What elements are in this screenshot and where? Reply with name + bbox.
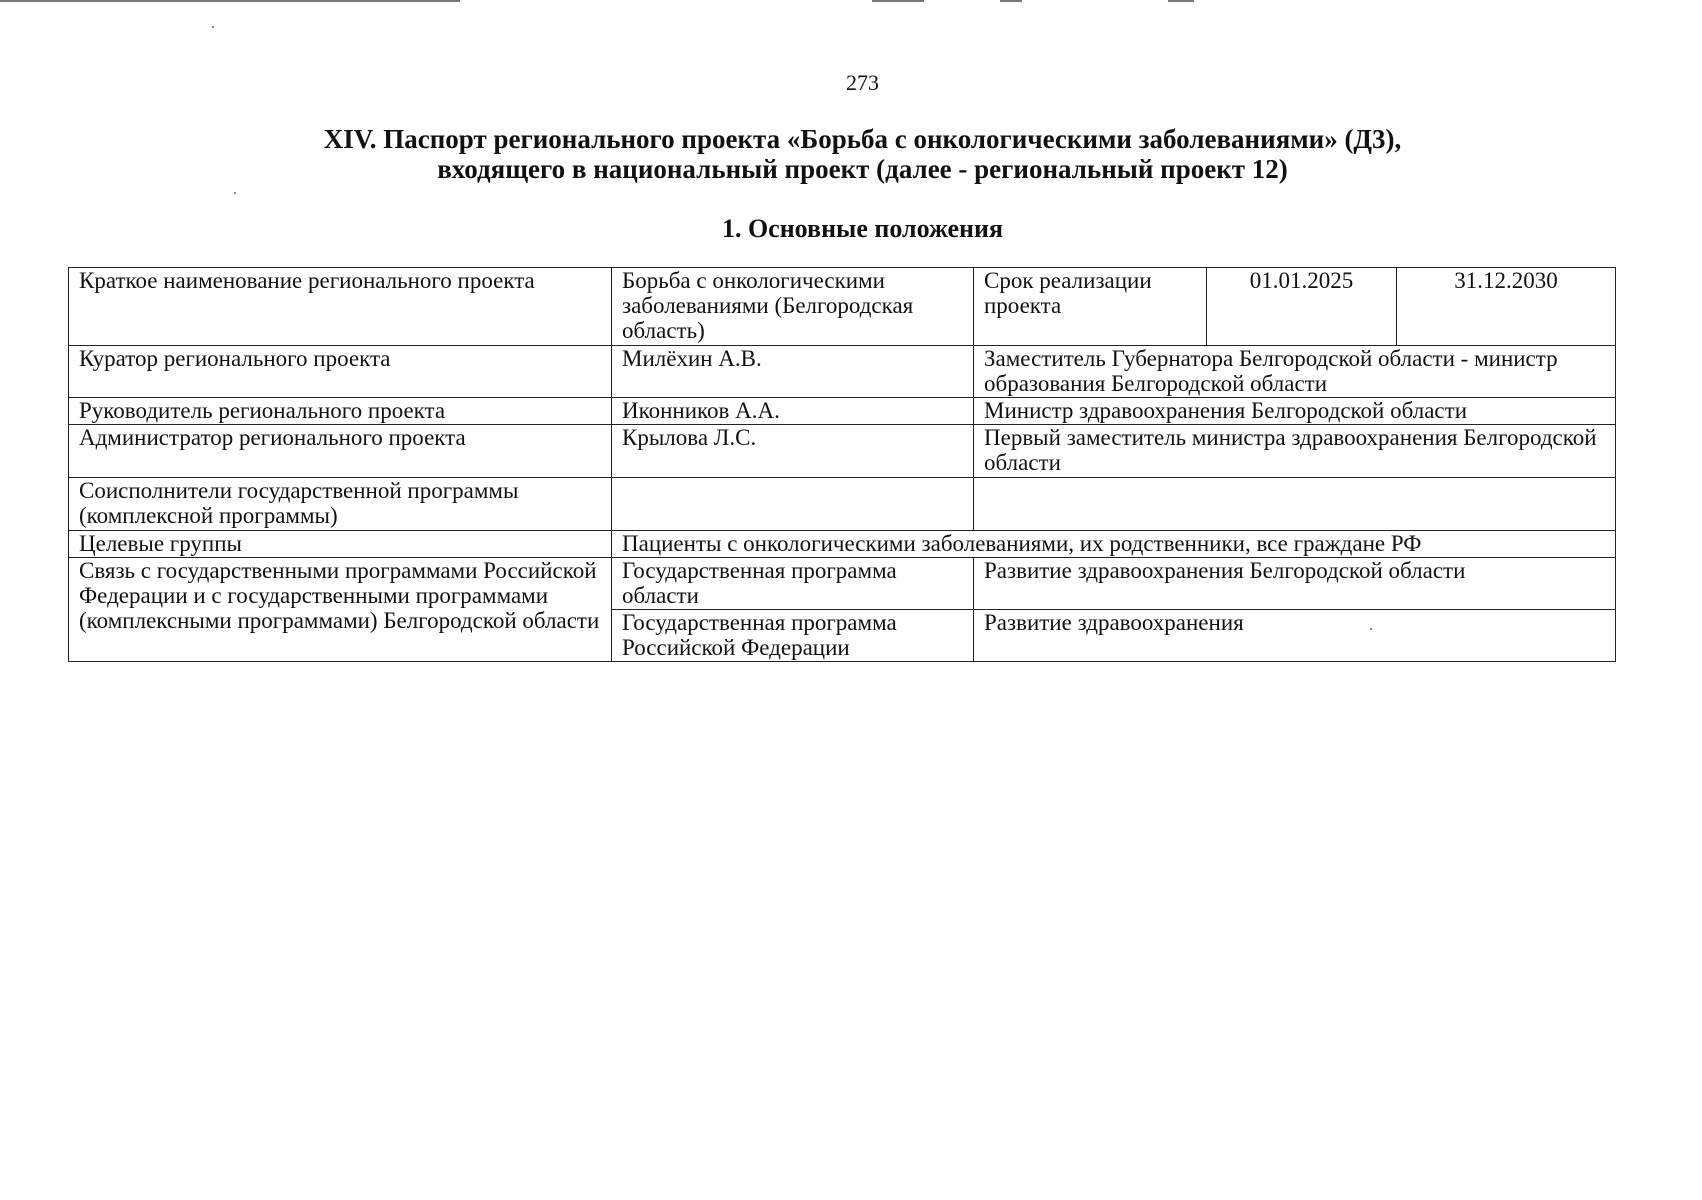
curator-position: Заместитель Губернатора Белгородской области - министр образования Белгородской области <box>974 346 1616 398</box>
program-links-label: Связь с государственными программами Российской Федерации и с государственными программами (комплексными программами) Белгородской области <box>69 558 612 662</box>
program-link-type: Государственная программа Российской Федерации <box>612 610 974 662</box>
head-label: Руководитель регионального проекта <box>69 398 612 425</box>
term-label: Срок реализации проекта <box>974 268 1207 346</box>
table-row <box>69 425 1616 478</box>
scan-artifact-line <box>872 0 924 2</box>
document-title-line-2: входящего в национальный проект (далее - региональный проект 12) <box>437 154 1288 184</box>
table-row <box>69 346 1616 398</box>
scan-speck <box>212 26 214 28</box>
target-groups-value: Пациенты с онкологическими заболеваниями, их родственники, все граждане РФ <box>612 531 1616 558</box>
program-link-name: Развитие здравоохранения Белгородской области <box>974 558 1616 610</box>
curator-label: Куратор регионального проекта <box>69 346 612 398</box>
head-position: Министр здравоохранения Белгородской области <box>974 398 1616 425</box>
scan-speck <box>234 192 236 194</box>
short-name-value: Борьба с онкологическими заболеваниями (Белгородская область) <box>612 268 974 346</box>
section-title: 1. Основные положения <box>721 214 1004 243</box>
admin-name: Крылова Л.С. <box>612 425 974 478</box>
page-number: 273 <box>846 70 879 95</box>
coexecutors-name <box>612 478 974 531</box>
table-row <box>69 398 1616 425</box>
target-groups-label: Целевые группы <box>69 531 612 558</box>
document-title <box>0 124 1702 184</box>
scan-artifact-line <box>1000 0 1022 2</box>
term-start-date: 01.01.2025 <box>1207 268 1397 346</box>
program-link-name: Развитие здравоохранения <box>974 610 1616 662</box>
table-row <box>69 531 1616 558</box>
admin-position: Первый заместитель министра здравоохранения Белгородской области <box>974 425 1616 478</box>
table-row <box>69 268 1616 346</box>
curator-name: Милёхин А.В. <box>612 346 974 398</box>
scan-artifact-line <box>0 0 460 2</box>
term-end-date: 31.12.2030 <box>1397 268 1616 346</box>
table-row <box>69 478 1616 531</box>
scan-artifact-line <box>1168 0 1194 2</box>
coexecutors-position <box>974 478 1616 531</box>
program-link-type: Государственная программа области <box>612 558 974 610</box>
table-row <box>69 558 1616 610</box>
coexecutors-label: Соисполнители государственной программы (комплексной программы) <box>69 478 612 531</box>
short-name-label: Краткое наименование регионального проекта <box>69 268 612 346</box>
head-name: Иконников А.А. <box>612 398 974 425</box>
document-title-line-1: XIV. Паспорт регионального проекта «Борьба с онкологическими заболеваниями» (Д3), <box>323 124 1402 154</box>
project-passport-table <box>68 267 1616 662</box>
admin-label: Администратор регионального проекта <box>69 425 612 478</box>
